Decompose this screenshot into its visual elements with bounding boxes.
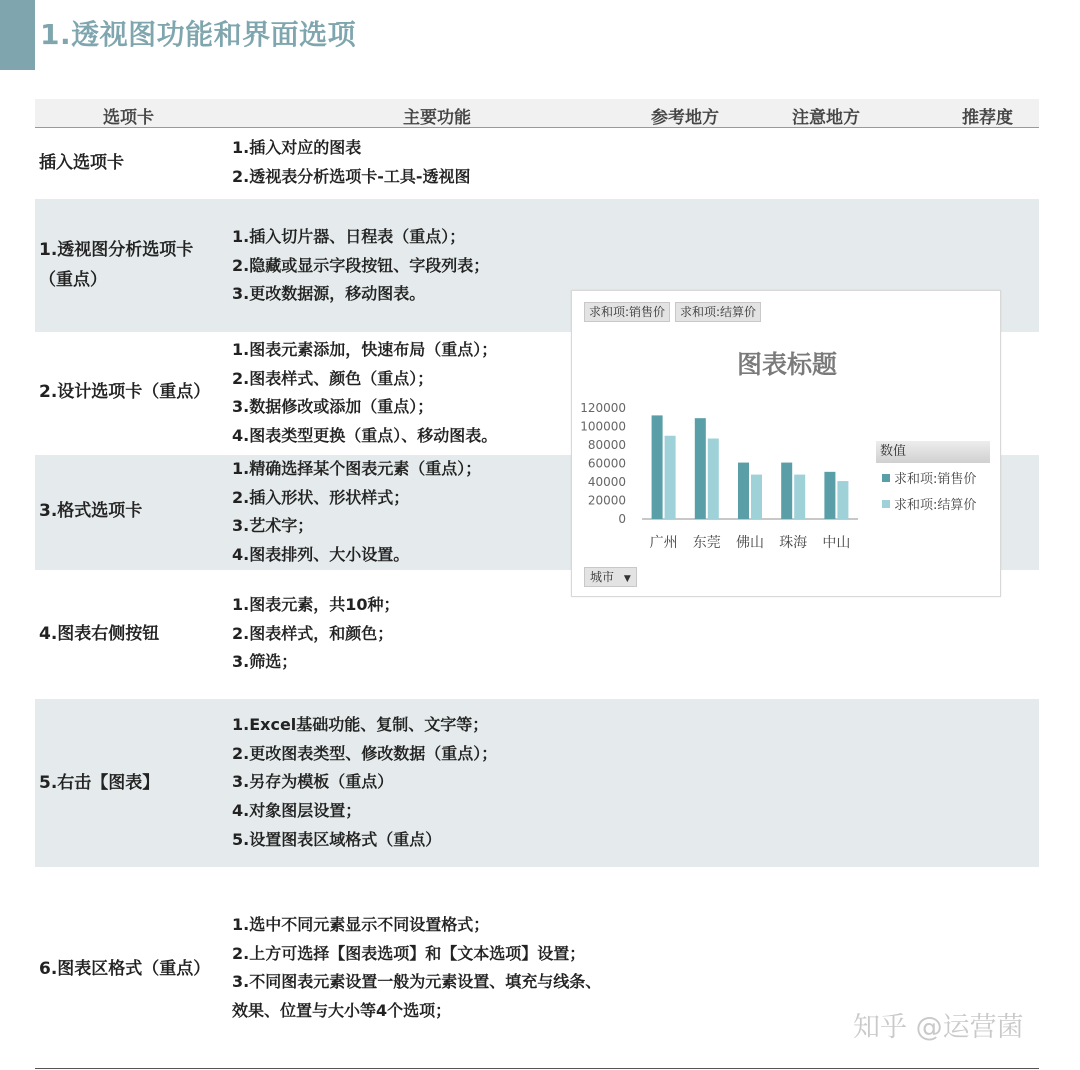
pivot-chart[interactable] <box>571 290 1001 597</box>
row-label: 2.设计选项卡（重点） <box>39 382 211 402</box>
y-tick-label: 60000 <box>587 456 626 471</box>
header-tab: 选项卡 <box>103 108 154 128</box>
dropdown-arrow-icon: ▼ <box>623 574 631 584</box>
x-tick-label: 广州 <box>649 535 678 551</box>
bar-sales[interactable] <box>695 418 706 519</box>
row-label: 6.图表区格式（重点） <box>39 959 211 979</box>
row-functions: 1.图表元素，共10种； 2.图表样式，和颜色； 3.筛选； <box>232 595 400 672</box>
bar-sales[interactable] <box>738 463 749 519</box>
legend-item-settlement[interactable]: 求和项:结算价 <box>882 494 976 513</box>
bar-sales[interactable] <box>781 463 792 519</box>
row-label: 5.右击【图表】 <box>39 773 160 793</box>
row-functions: 1.插入对应的图表 2.透视表分析选项卡-工具-透视图 <box>232 138 471 186</box>
watermark: 知乎 @运营菌 <box>853 1012 1024 1043</box>
row-label: 插入选项卡 <box>39 153 124 173</box>
y-tick-label: 120000 <box>580 401 626 415</box>
y-tick-label: 0 <box>618 512 626 526</box>
y-tick-label: 20000 <box>587 493 626 508</box>
table-row <box>35 699 1039 867</box>
page-title: 1.透视图功能和界面选项 <box>40 18 357 51</box>
x-tick-label: 珠海 <box>779 535 808 551</box>
row-label: 4.图表右侧按钮 <box>39 624 160 644</box>
header-reference: 参考地方 <box>651 108 719 128</box>
x-tick-label: 东莞 <box>692 535 721 551</box>
bar-settlement[interactable] <box>751 475 762 519</box>
y-tick-label: 100000 <box>580 419 626 434</box>
header-rating: 推荐度 <box>962 108 1013 128</box>
bar-settlement[interactable] <box>708 439 719 519</box>
axis-field-button-city[interactable]: 城市 ▼ <box>584 567 637 587</box>
row-functions: 1.精确选择某个图表元素（重点）； 2.插入形状、形状样式； 3.艺术字； 4.图表排列、大小设置。 <box>232 459 482 565</box>
row-functions: 1.Excel基础功能、复制、文字等； 2.更改图表类型、修改数据（重点）； 3.另存为模板（重点） 4.对象图层设置； 5.设置图表区域格式（重点） <box>232 715 498 849</box>
chart-title[interactable]: 图表标题 <box>736 350 837 379</box>
bar-settlement[interactable] <box>794 475 805 519</box>
row-functions: 1.选中不同元素显示不同设置格式； 2.上方可选择【图表选项】和【文本选项】设置； 3.不同图表元素设置一般为元素设置、填充与线条、 效果、位置与大小等4个选项； <box>232 915 602 1021</box>
bar-sales[interactable] <box>824 472 835 519</box>
row-functions: 1.插入切片器、日程表（重点）； 2.隐藏或显示字段按钮、字段列表； 3.更改数据源，移动图表。 <box>232 227 490 304</box>
legend-swatch-sales <box>882 474 890 482</box>
y-tick-label: 40000 <box>587 475 626 489</box>
row-label: 3.格式选项卡 <box>39 501 143 521</box>
bar-settlement[interactable] <box>837 481 848 519</box>
row-label: 1.透视图分析选项卡 （重点） <box>39 240 194 290</box>
bar-sales[interactable] <box>652 415 663 519</box>
y-tick-label: 80000 <box>587 438 626 452</box>
row-functions: 1.图表元素添加，快速布局（重点）； 2.图表样式、颜色（重点）； 3.数据修改或添加（重点）； 4.图表类型更换（重点）、移动图表。 <box>232 340 498 446</box>
header-notes: 注意地方 <box>792 108 860 128</box>
legend-title[interactable]: 数值 <box>876 441 990 463</box>
legend-item-sales[interactable]: 求和项:销售价 <box>882 468 976 487</box>
bar-settlement[interactable] <box>665 436 676 519</box>
legend-swatch-settlement <box>882 500 890 508</box>
x-tick-label: 佛山 <box>736 535 764 551</box>
title-accent-bar <box>0 0 35 70</box>
x-tick-label: 中山 <box>822 535 851 551</box>
value-field-button-settlement[interactable]: 求和项:结算价 <box>675 302 761 322</box>
value-field-button-sales[interactable]: 求和项:销售价 <box>584 302 670 322</box>
table-bottom-border <box>35 1068 1039 1069</box>
table-header <box>35 99 1039 128</box>
table-row <box>35 130 1039 198</box>
header-function: 主要功能 <box>403 108 471 128</box>
